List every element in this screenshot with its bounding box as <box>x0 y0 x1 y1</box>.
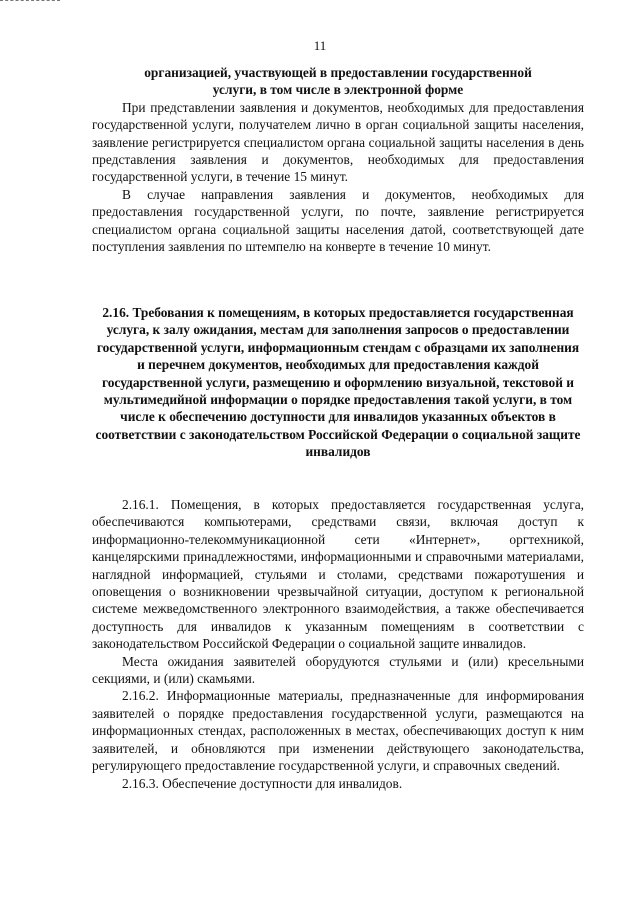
paragraph-2-16-1: 2.16.1. Помещения, в которых предоставляется государственная услуга, обеспечиваются компьютерами, средствами связи, включая доступ к информационно-телекоммуникационной сети «Интернет», оргтехникой, канцелярскими принадлежностями, информационными и справочными материалами, наглядной информацией, стульями и столами, средствами пожаротушения и оповещения о возникновении чрезвычайной ситуации, доступом к региональной системе межведомственного электронного взаимодействия, а также обеспечивается доступность для инвалидов к указанным помещениям в соответствии с законодательством Российской Федерации о социальной защите инвалидов. <box>92 497 584 652</box>
section-2-16-heading-block <box>92 304 584 461</box>
document-section-bottom <box>92 496 584 792</box>
page-number: 11 <box>313 38 327 53</box>
section-heading-2-16: 2.16. Требования к помещениям, в которых предоставляется государственная услуга, к залу ожидания, местам для заполнения запросов о предоставлении государственной услуги, информационным стендам с образцами их заполнения и перечнем документов, необходимых для предоставления каждой государственной услуги, размещению и оформлению визуальной, текстовой и мультимедийной информации о порядке предоставления такой услуги, в том числе к обеспечению доступности для инвалидов указанных объектов в соответствии с законодательством Российской Федерации о социальной защите инвалидов <box>95 305 581 460</box>
paragraph-waiting-places: Места ожидания заявителей оборудуются стульями и (или) кресельными секциями, и (или) скамьями. <box>92 653 584 687</box>
continued-heading-line-2: услуги, в том числе в электронной форме <box>212 82 464 98</box>
paragraph-2-16-2: 2.16.2. Информационные материалы, предназначенные для информирования заявителей о порядке предоставления государственной услуги, размещаются на информационных стендах, расположенных в местах, обеспечивающих доступ к ним заявителей, и обновляются при изменении действующего законодательства, регулирующего предоставление государственной услуги, и справочных сведений. <box>92 688 584 774</box>
scan-edge-mark <box>0 0 60 4</box>
paragraph-2-16-3: 2.16.3. Обеспечение доступности для инвалидов. <box>122 775 403 791</box>
paragraph-personal-submission: При представлении заявления и документов, необходимых для предоставления государственной услуги, получателем лично в орган социальной защиты населения, заявление регистрируется специалистом органа социальной защиты населения в день представления заявления и документов, необходимых для предоставления государственной услуги, в течение 15 минут. <box>92 99 584 185</box>
document-section-top <box>92 64 584 255</box>
continued-heading-line-1: организацией, участвующей в предоставлении государственной <box>144 65 532 80</box>
paragraph-postal-submission: В случае направления заявления и документов, необходимых для предоставления государственной услуги, по почте, заявление регистрируется специалистом органа социальной защиты населения датой, соответствующей дате поступления заявления по штемпелю на конверте в течение 10 минут. <box>92 186 584 255</box>
